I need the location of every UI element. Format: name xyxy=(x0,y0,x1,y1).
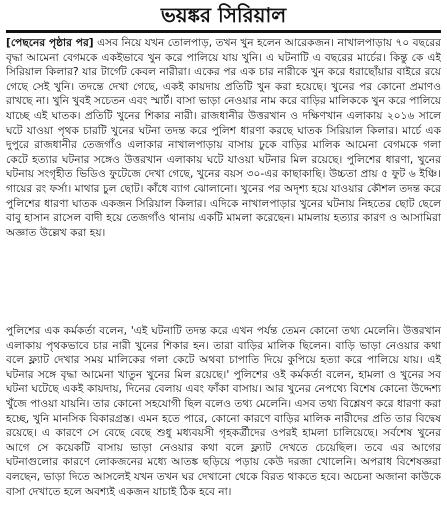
article-paragraph-2: পুলিশের এক কর্মকর্তা বলেন, 'এই ঘটনাটি তদন্ত করে এখন পর্যন্ত তেমন কোনো তথ্য মেলেনি। উত্তরখান এলাকায় পৃথকভাবে চার নারী খুনের শিকার হন। তারা বাড়ির মালিক ছিলেন। বাড়ি ভাড়া নেওয়ার কথা বলে ফ্ল্যাট দেখার সময় মালিকের গলা কেটে অথবা চাপাতি দিয়ে কুপিয়ে হত্যা করে পালিয়ে যায়। এই ঘটনার সঙ্গে বৃদ্ধা আমেনা খাতুন খুনের মিল রয়েছে।' পুলিশের ওই কর্মকর্তা বলেন, হামলা ও খুনের সব ঘটনা ঘটেছে একই কায়দায়, দিনের বেলায় এবং ফাঁকা বাসায়। আর খুনের নেপথ্যে বিশেষ কোনো উদ্দেশ্য খুঁজে পাওয়া যায়নি। তার কোনো সহযোগী ছিল বলেও তথ্য মেলেনি। এসব তথ্য বিশ্লেষণ করে ধারণা করা হচ্ছে, খুনি মানসিক বিকারগ্রস্ত। এমন হতে পারে, কোনো কারণে বাড়ির মালিক নারীদের প্রতি তার বিদ্বেষ রয়েছে। এ কারণে সে বেছে বেছে শুধু মধ্যবয়সী গৃহকর্ত্রীদের ওপরই হামলা চালিয়েছে। সর্বশেষ খুনের আগে সে কয়েকটি বাসায় ভাড়া নেওয়ার কথা বলে ফ্ল্যাট দেখতে চেয়েছিল। তবে এর আগের ঘটনাগুলোর কারণে লোকজনের মধ্যে আতঙ্ক ছড়িয়ে পড়ায় কেউ দরজা খোলেনি। অপরাধ বিশেষজ্ঞরা বলছেন, ভাড়া দিতে আসলেই যখন তখন ঘর দেখানো থেকে বিরত থাকতে হবে। অচেনা অজানা কাউকে বাসা দেখাতে হলে অবশ্যই একজন যাচাই ঠিক হবে না। xyxy=(6,325,441,498)
title-rule xyxy=(6,30,441,33)
article-title: ভয়ঙ্কর সিরিয়াল xyxy=(160,3,287,27)
paragraph-1-text: এসব নিয়ে যখন তোলপাড়, তখন খুন হলেন আরেকজন। নাখালপাড়ায় ৭০ বছরের বৃদ্ধা আমেনা বেগমকে একইভাবে খুন করে পালিয়ে যায় খুনি। এ ঘটনাটি এ বছরের মার্চের। কিন্তু কে এই সিরিয়াল কিলার? যার টার্গেট কেবল নারীরা। একের পর এক চার নারীকে খুন করে ধরাছোঁয়ার বাইরে রয়ে গেছে সেই খুনি। তদন্তে দেখা গেছে, একই কায়দায় প্রতিটি খুন করা হয়েছে। খুনের পর কোনো প্রমাণও রাখছে না। খুনি খুবই সচেতন এবং স্মার্ট। বাসা ভাড়া নেওয়ার নাম করে বাড়ির মালিককে খুন করে পালিয়ে যাচ্ছে এই ঘাতক। প্রতিটি খুনের শিকার নারী। রাজধানীর উত্তরখান ও দক্ষিণখান এলাকায় ২০১৬ সালে ঘটে যাওয়া পৃথক চারটি খুনের ঘটনা তদন্ত করে পুলিশ ধারণা করছে ঘাতক সিরিয়াল কিলার। মার্চে এক দুপুরে রাজধানীর তেজগাঁও এলাকার নাখালপাড়ায় বাসায় ঢুকে বাড়ির মালিক আমেনা বেগমকে গলা কেটে হত্যার ঘটনার সঙ্গেও উত্তরখান এলাকায় ঘটে যাওয়া ঘটনার মিল রয়েছে। পুলিশের ধারণা, খুনের ঘটনায় সংগৃহীত ভিডিও ফুটেজে দেখা গেছে, খুনের বয়স ৩০-এর কাছাকাছি। উচ্চতা প্রায় ৫ ফুট ৬ ইঞ্চি। গায়ের রং ফর্সা। মাথার চুল ছোট। কাঁধে ব্যাগ ঝোলানো। খুনের পর অদৃশ্য হয়ে যাওয়ার কৌশল তদন্ত করে পুলিশের ধারণা ঘাতক একজন সিরিয়াল কিলার। এদিকে নাখালপাড়ার খুনের ঘটনায় নিহতের ছোট ছেলে বাবু হাসান রাসেল বাদী হয়ে তেজগাঁও থানায় একটি মামলা করেছেন। মামলায় হত্যার কারণ ও আসামিরা অজ্ঞাত উল্লেখ করা হয়। xyxy=(6,37,441,239)
continued-from-lead: [পেছনের পৃষ্ঠার পর] xyxy=(6,37,94,49)
article-paragraph-1 xyxy=(6,36,441,318)
